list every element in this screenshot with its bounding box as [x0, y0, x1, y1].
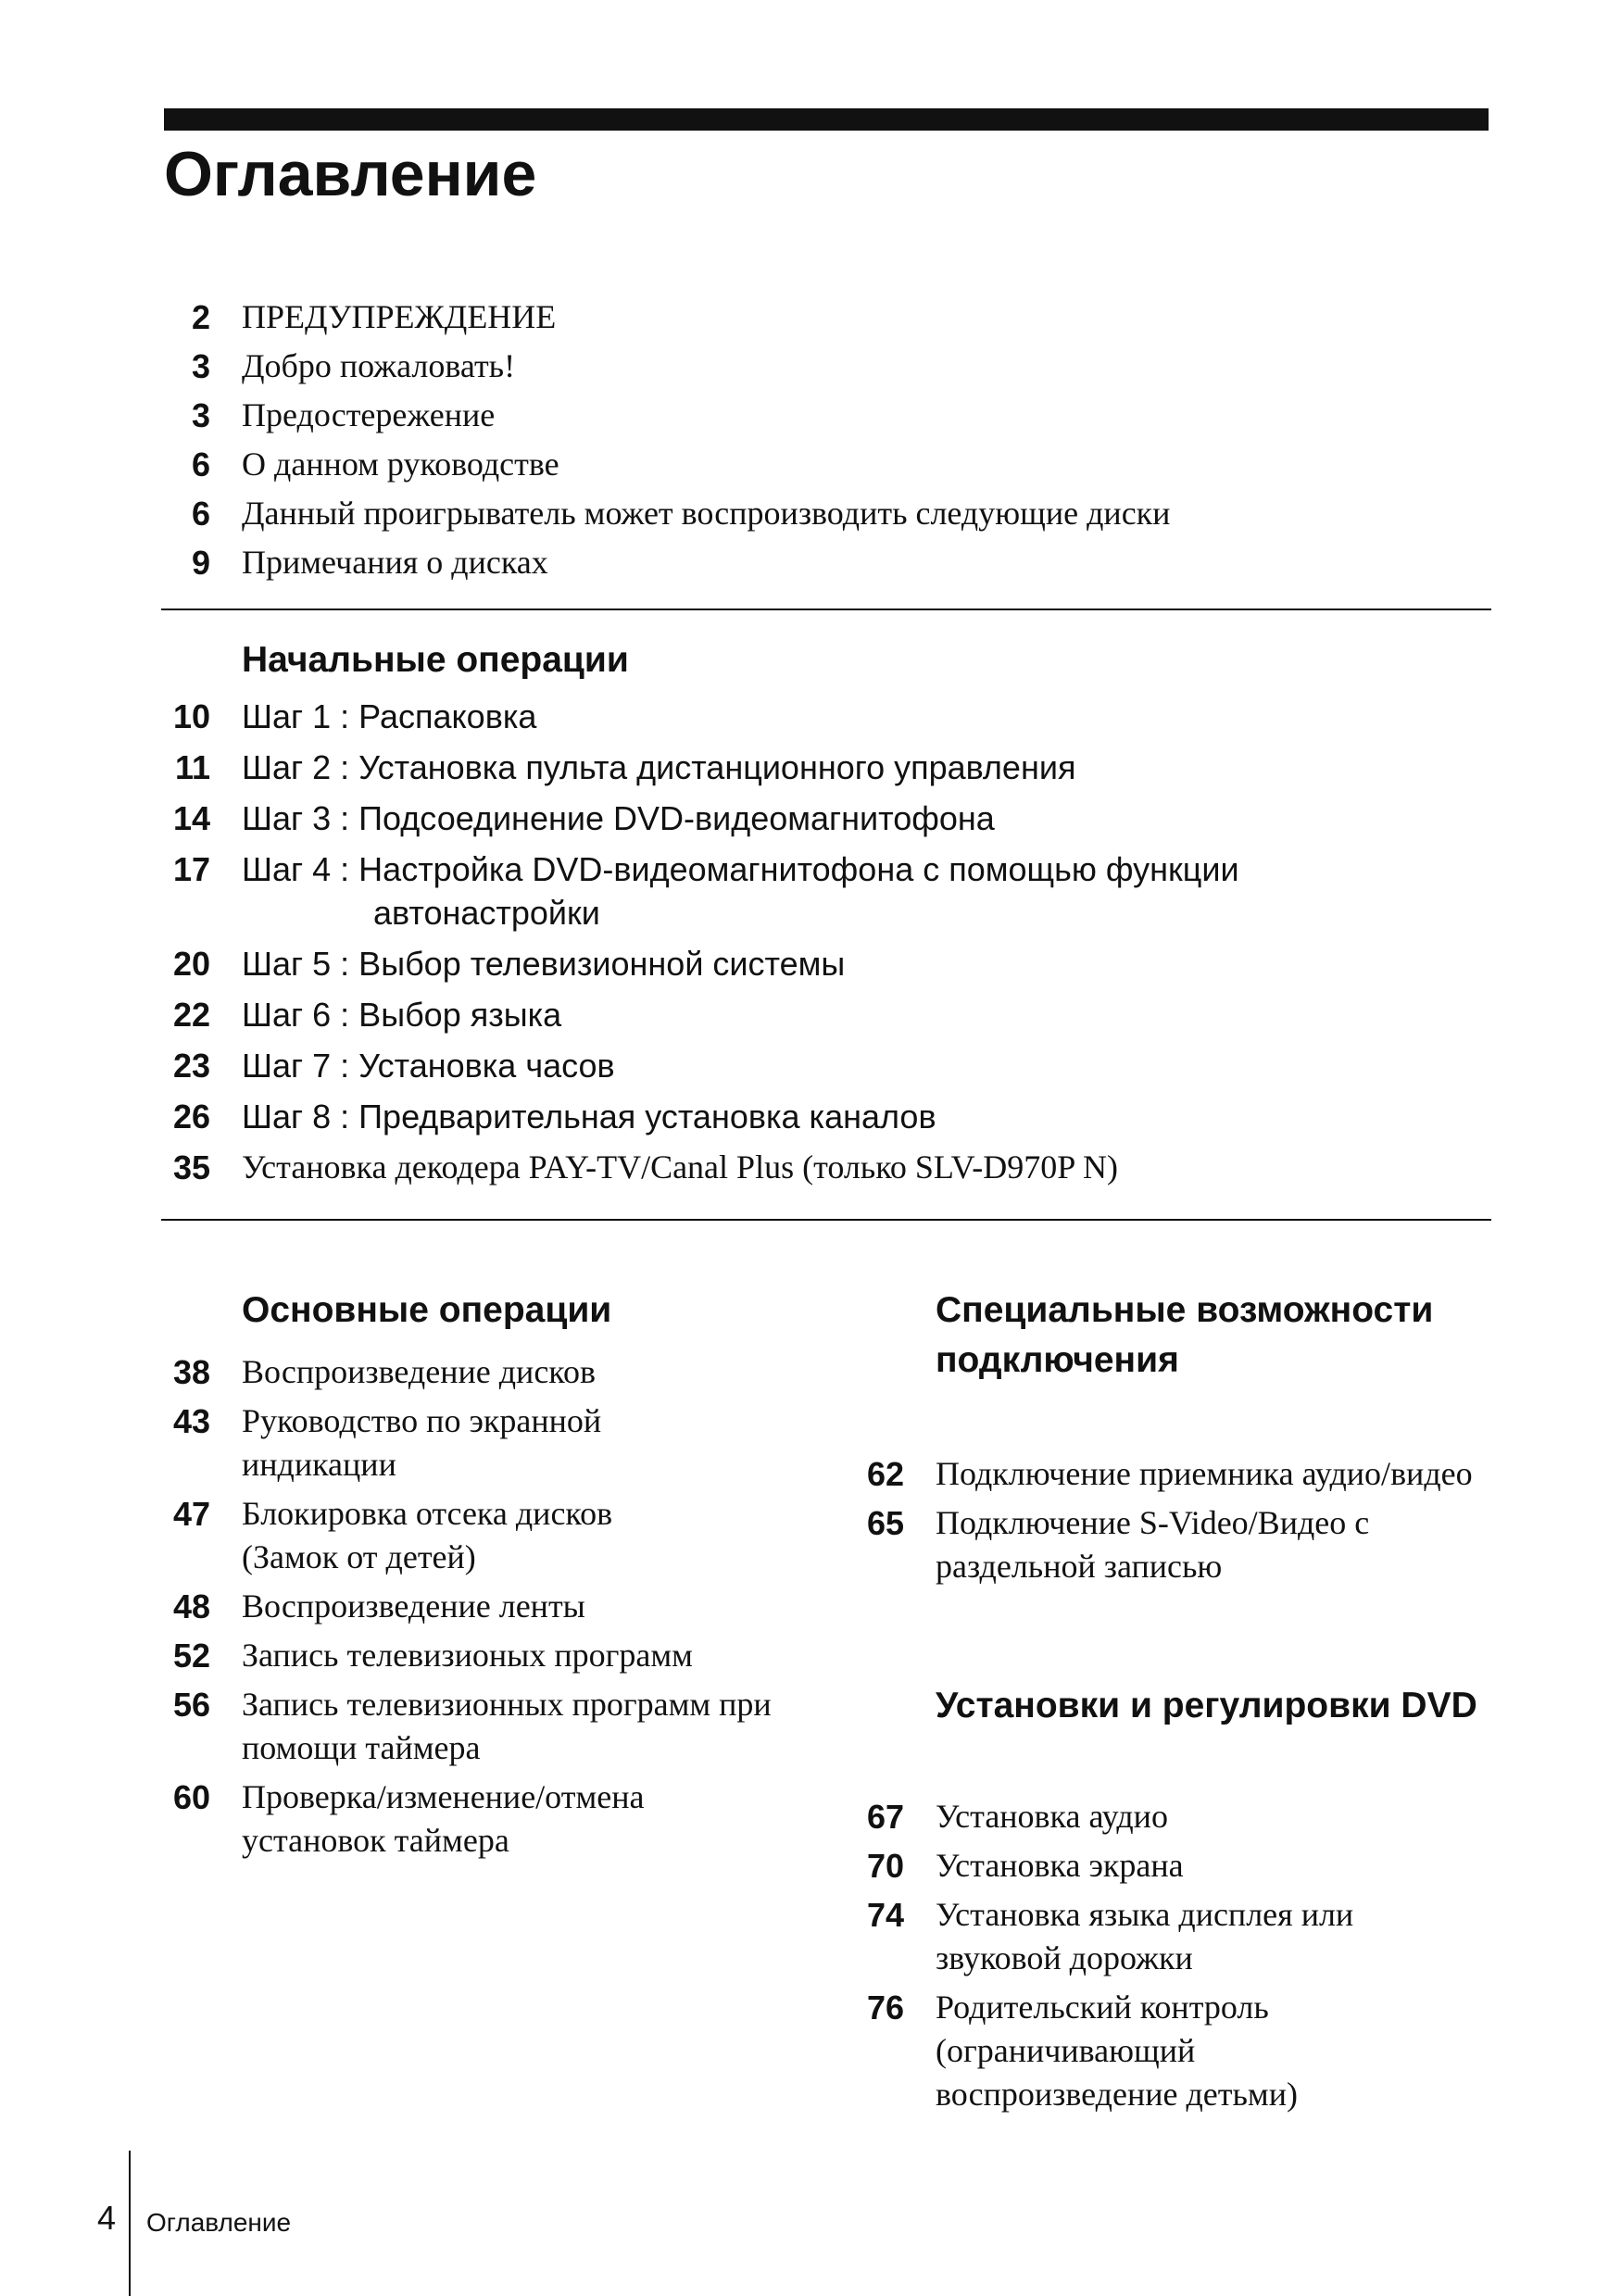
toc-entry[interactable]: [858, 1501, 1497, 1588]
toc-entry[interactable]: [164, 942, 1489, 985]
toc-page-number: 3: [191, 347, 210, 385]
toc-entry-text: Родительский контроль (ограничивающий воспроизведение детьми): [936, 1989, 1298, 2113]
toc-entry-text: Блокировка отсека дисков (Замок от детей): [242, 1495, 613, 1575]
toc-entry[interactable]: [164, 1683, 794, 1770]
toc-entry[interactable]: [858, 1893, 1497, 1980]
toc-entry[interactable]: [164, 1146, 1489, 1189]
toc-entry-text: Шаг 3 : Подсоединение DVD-видеомагнитофона: [242, 799, 995, 837]
toc-page-number: 38: [172, 1353, 210, 1391]
toc-entry-text: Подключение S-Video/Видео с раздельной записью: [936, 1504, 1370, 1585]
toc-page-number: 62: [866, 1455, 904, 1493]
toc-entry[interactable]: [164, 489, 1489, 538]
toc-entry[interactable]: [164, 797, 1489, 840]
footer-section-label: Оглавление: [146, 2208, 292, 2237]
toc-entry[interactable]: [164, 1775, 794, 1863]
toc-entry[interactable]: [164, 847, 1438, 935]
toc-entry[interactable]: [164, 993, 1489, 1036]
toc-entry-text: Шаг 7 : Установка часов: [242, 1047, 615, 1085]
toc-entry-text: Установка языка дисплея или звуковой дорожки: [936, 1896, 1354, 1976]
toc-entry[interactable]: [164, 342, 1489, 391]
toc-page-number: 6: [191, 495, 210, 533]
toc-entry[interactable]: [164, 1399, 794, 1487]
toc-entry[interactable]: [164, 1634, 794, 1677]
toc-entry-text: Шаг 4 : Настройка DVD-видеомагнитофона с помощью функции автонастройки: [242, 850, 1239, 932]
toc-entry-text: Воспроизведение ленты: [242, 1587, 585, 1625]
toc-entry-text: Шаг 8 : Предварительная установка каналов: [242, 1098, 936, 1135]
toc-entry-text: Примечания о дисках: [242, 544, 548, 581]
toc-entry-text: Запись телевизионых программ: [242, 1637, 693, 1674]
toc-page-number: 23: [172, 1047, 210, 1085]
toc-page-number: 47: [172, 1495, 210, 1533]
section-heading-start: Начальные операции: [242, 640, 629, 680]
toc-page-number: 2: [191, 298, 210, 336]
toc-entry-text: Воспроизведение дисков: [242, 1353, 596, 1390]
toc-page-number: 11: [174, 748, 210, 786]
toc-entry[interactable]: [164, 293, 1489, 342]
toc-dvd-list: [858, 1795, 1497, 2122]
section-heading-basic: Основные операции: [242, 1290, 612, 1330]
footer-page-number: 4: [97, 2199, 117, 2237]
toc-page-number: 43: [172, 1402, 210, 1440]
toc-start-list: [164, 695, 1489, 1197]
toc-entry[interactable]: [164, 440, 1489, 489]
toc-page-number: 70: [866, 1847, 904, 1885]
toc-page-number: 56: [172, 1686, 210, 1724]
toc-entry-text: Руководство по экранной индикации: [242, 1402, 602, 1483]
toc-entry-text: Шаг 6 : Выбор языка: [242, 996, 562, 1034]
toc-page-number: 76: [866, 1989, 904, 2026]
toc-page-number: 26: [172, 1098, 210, 1135]
toc-entry[interactable]: [858, 1986, 1497, 2116]
toc-page-number: 10: [172, 697, 210, 735]
toc-entry-text: Установка аудио: [936, 1798, 1168, 1835]
toc-special-list: [858, 1452, 1497, 1594]
toc-entry-text: Подключение приемника аудио/видео: [936, 1455, 1473, 1492]
toc-entry-text: Проверка/изменение/отмена установок таймера: [242, 1778, 645, 1859]
toc-page-number: 35: [172, 1148, 210, 1186]
toc-page-number: 52: [172, 1637, 210, 1675]
toc-entry[interactable]: [164, 1350, 794, 1394]
toc-entry-text: Шаг 1 : Распаковка: [242, 697, 537, 735]
toc-entry-text: ПРЕДУПРЕЖДЕНИЕ: [242, 298, 557, 335]
toc-basic-list: [164, 1350, 794, 1868]
toc-page-number: 65: [866, 1504, 904, 1542]
footer-divider: [129, 2151, 131, 2296]
toc-page-number: 22: [172, 996, 210, 1034]
title-bar-rule: [164, 108, 1489, 131]
toc-page-number: 74: [866, 1896, 904, 1934]
section-divider: [161, 609, 1491, 610]
toc-entry-text: О данном руководстве: [242, 445, 559, 483]
toc-entry[interactable]: [164, 695, 1489, 738]
toc-entry-text: Добро пожаловать!: [242, 347, 516, 384]
toc-entry-text: Установка декодера PAY-TV/Canal Plus (только SLV-D970P N): [242, 1148, 1118, 1186]
toc-page-number: 60: [172, 1778, 210, 1816]
toc-entry[interactable]: [164, 538, 1489, 587]
section-divider: [161, 1219, 1491, 1221]
toc-entry-text: Запись телевизионных программ при помощи таймера: [242, 1686, 772, 1766]
toc-intro-list: [164, 293, 1489, 587]
toc-page-number: 67: [866, 1798, 904, 1836]
toc-page-number: 6: [191, 445, 210, 483]
toc-entry[interactable]: [164, 391, 1489, 440]
toc-entry[interactable]: [164, 1585, 794, 1628]
toc-entry-text: Установка экрана: [936, 1847, 1184, 1884]
toc-entry[interactable]: [858, 1795, 1497, 1838]
toc-entry[interactable]: [858, 1452, 1497, 1496]
page-title: Оглавление: [164, 139, 537, 209]
toc-entry[interactable]: [164, 1492, 794, 1579]
toc-page-number: 3: [191, 396, 210, 434]
toc-page-number: 20: [172, 945, 210, 983]
toc-entry-text: Предостережение: [242, 396, 496, 433]
toc-page-number: 17: [172, 850, 210, 888]
toc-entry[interactable]: [164, 1044, 1489, 1087]
toc-entry-text: Шаг 5 : Выбор телевизионной системы: [242, 945, 846, 983]
toc-entry[interactable]: [858, 1844, 1497, 1888]
toc-entry-text: Данный проигрыватель может воспроизводить следующие диски: [242, 495, 1171, 532]
toc-page-number: 48: [172, 1587, 210, 1625]
toc-entry-text: Шаг 2 : Установка пульта дистанционного управления: [242, 748, 1076, 786]
toc-page-number: 9: [191, 544, 210, 582]
toc-page-number: 14: [172, 799, 210, 837]
toc-entry[interactable]: [164, 746, 1489, 789]
section-heading-dvd: Установки и регулировки DVD: [936, 1686, 1477, 1725]
section-heading-special: Специальные возможности подключения: [936, 1290, 1434, 1380]
toc-entry[interactable]: [164, 1095, 1489, 1138]
